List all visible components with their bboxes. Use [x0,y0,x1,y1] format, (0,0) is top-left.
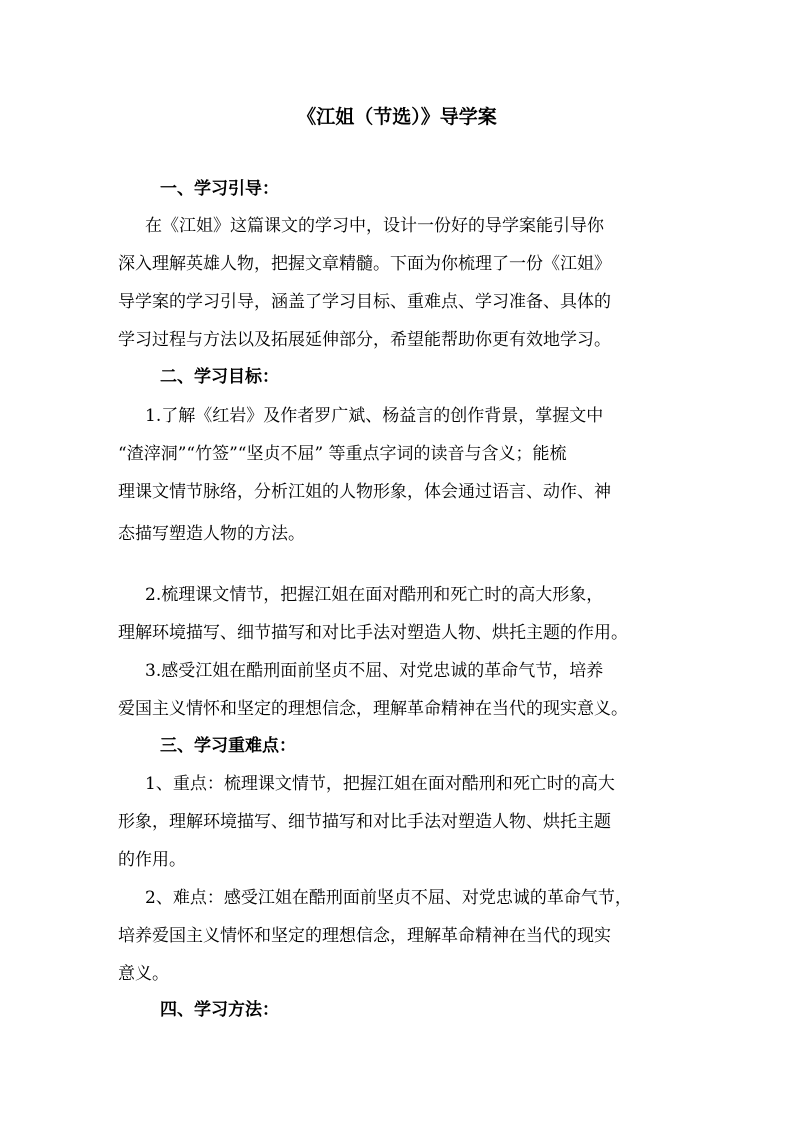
section-heading-guide: 一、学习引导： [160,179,279,199]
paragraph-line: 2、难点：感受江姐在酷刑面前坚贞不屈、对党忠诚的革命气节， [145,888,632,908]
paragraph-line: 形象，理解环境描写、细节描写和对比手法对塑造人物、烘托主题 [118,812,611,832]
paragraph-line: “渣滓洞”“竹签”“坚贞不屈” 等重点字词的读音与含义；能梳 [118,444,567,464]
paragraph-line: 培养爱国主义情怀和坚定的理想信念，理解革命精神在当代的现实 [118,926,611,946]
paragraph-line: 学习过程与方法以及拓展延伸部分，希望能帮助你更有效地学习。 [118,330,611,350]
paragraph-line: 3.感受江姐在酷刑面前坚贞不屈、对党忠诚的革命气节，培养 [145,661,604,681]
paragraph-line: 1、重点：梳理课文情节，把握江姐在面对酷刑和死亡时的高大 [145,774,615,794]
paragraph-line: 爱国主义情怀和坚定的理想信念，理解革命精神在当代的现实意义。 [118,699,628,719]
paragraph-line: 深入理解英雄人物，把握文章精髓。下面为你梳理了一份《江姐》 [118,254,611,274]
paragraph-line: 的作用。 [118,850,186,870]
paragraph-line: 态描写塑造人物的方法。 [118,524,305,544]
section-heading-methods: 四、学习方法： [160,1000,279,1020]
document-title: 《江姐（节选）》导学案 [297,106,497,128]
paragraph-line: 导学案的学习引导，涵盖了学习目标、重难点、学习准备、具体的 [118,292,611,312]
paragraph-line: 意义。 [118,964,169,984]
paragraph-line: 在《江姐》这篇课文的学习中，设计一份好的导学案能引导你 [145,216,604,236]
paragraph-line: 1.了解《红岩》及作者罗广斌、杨益言的创作背景，掌握文中 [145,406,604,426]
paragraph-line: 理解环境描写、细节描写和对比手法对塑造人物、烘托主题的作用。 [118,623,628,643]
section-heading-goals: 二、学习目标： [160,367,279,387]
paragraph-line: 2.梳理课文情节，把握江姐在面对酷刑和死亡时的高大形象， [145,585,604,605]
paragraph-line: 理课文情节脉络，分析江姐的人物形象，体会通过语言、动作、神 [118,482,611,502]
section-heading-keypoints: 三、学习重难点： [160,736,296,756]
